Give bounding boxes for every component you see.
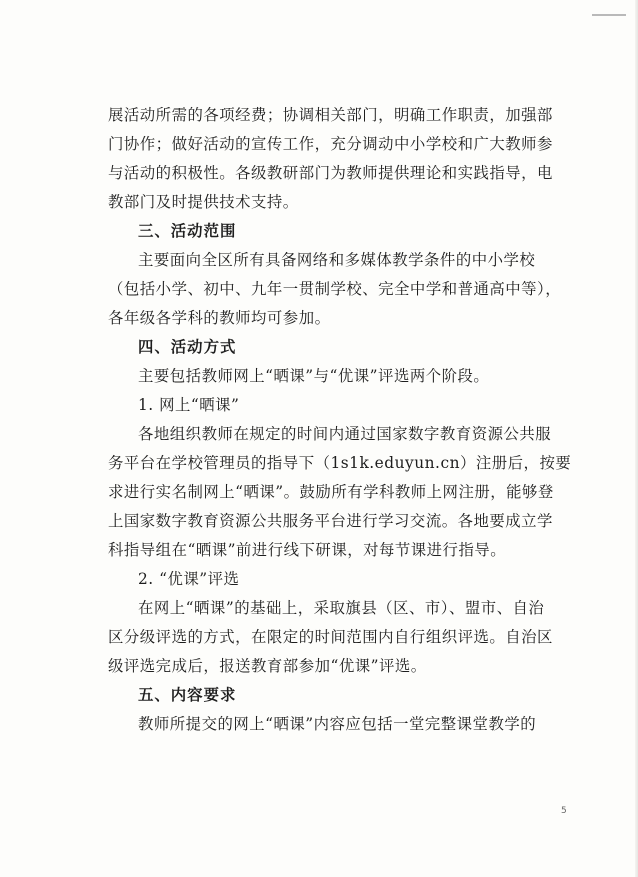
paragraph-line: 上国家数字教育资源公共服务平台进行学习交流。各地要成立学 [108,512,553,530]
paragraph-line: 主要面向全区所有具备网络和多媒体教学条件的中小学校 [138,251,536,269]
scan-artifact-line [592,14,626,16]
paragraph-line: 求进行实名制网上“晒课”。鼓励所有学科教师上网注册，能够登 [108,483,554,501]
section-heading-scope: 三、活动范围 [138,222,237,240]
section-heading-method: 四、活动方式 [138,338,237,356]
paragraph-line: 展活动所需的各项经费；协调相关部门，明确工作职责，加强部 [108,106,553,124]
paragraph-line: 各年级各学科的教师均可参加。 [108,309,331,327]
paragraph-line: 在网上“晒课”的基础上，采取旗县（区、市）、盟市、自治 [138,599,545,617]
paragraph-line: 教部门及时提供技术支持。 [108,193,299,211]
paragraph-line: 各地组织教师在规定的时间内通过国家数字教育资源公共服 [138,425,552,443]
paragraph-line: 区分级评选的方式，在限定的时间范围内自行组织评选。自治区 [108,628,553,646]
paragraph-line: 教师所提交的网上“晒课”内容应包括一堂完整课堂教学的 [138,715,537,733]
paragraph-line: 科指导组在“晒课”前进行线下研课，对每节课进行指导。 [108,541,507,559]
subsection-heading-selection: 2. “优课”评选 [138,570,240,588]
paragraph-line: 与活动的积极性。各级教研部门为教师提供理论和实践指导，电 [108,164,553,182]
subsection-heading-online: 1. 网上“晒课” [138,396,240,414]
paragraph-line: 主要包括教师网上“晒课”与“优课”评选两个阶段。 [138,367,490,385]
document-body [108,101,570,739]
section-heading-content: 五、内容要求 [138,686,237,704]
paragraph-line: 门协作；做好活动的宣传工作，充分调动中小学校和广大教师参 [108,135,553,153]
paragraph-line: 务平台在学校管理员的指导下（1s1k.eduyun.cn）注册后，按要 [108,454,572,472]
page-number: 5 [561,806,567,816]
paragraph-line: 级评选完成后，报送教育部参加“优课”评选。 [108,657,427,675]
paragraph-line: （包括小学、初中、九年一贯制学校、完全中学和普通高中等）， [108,280,562,298]
